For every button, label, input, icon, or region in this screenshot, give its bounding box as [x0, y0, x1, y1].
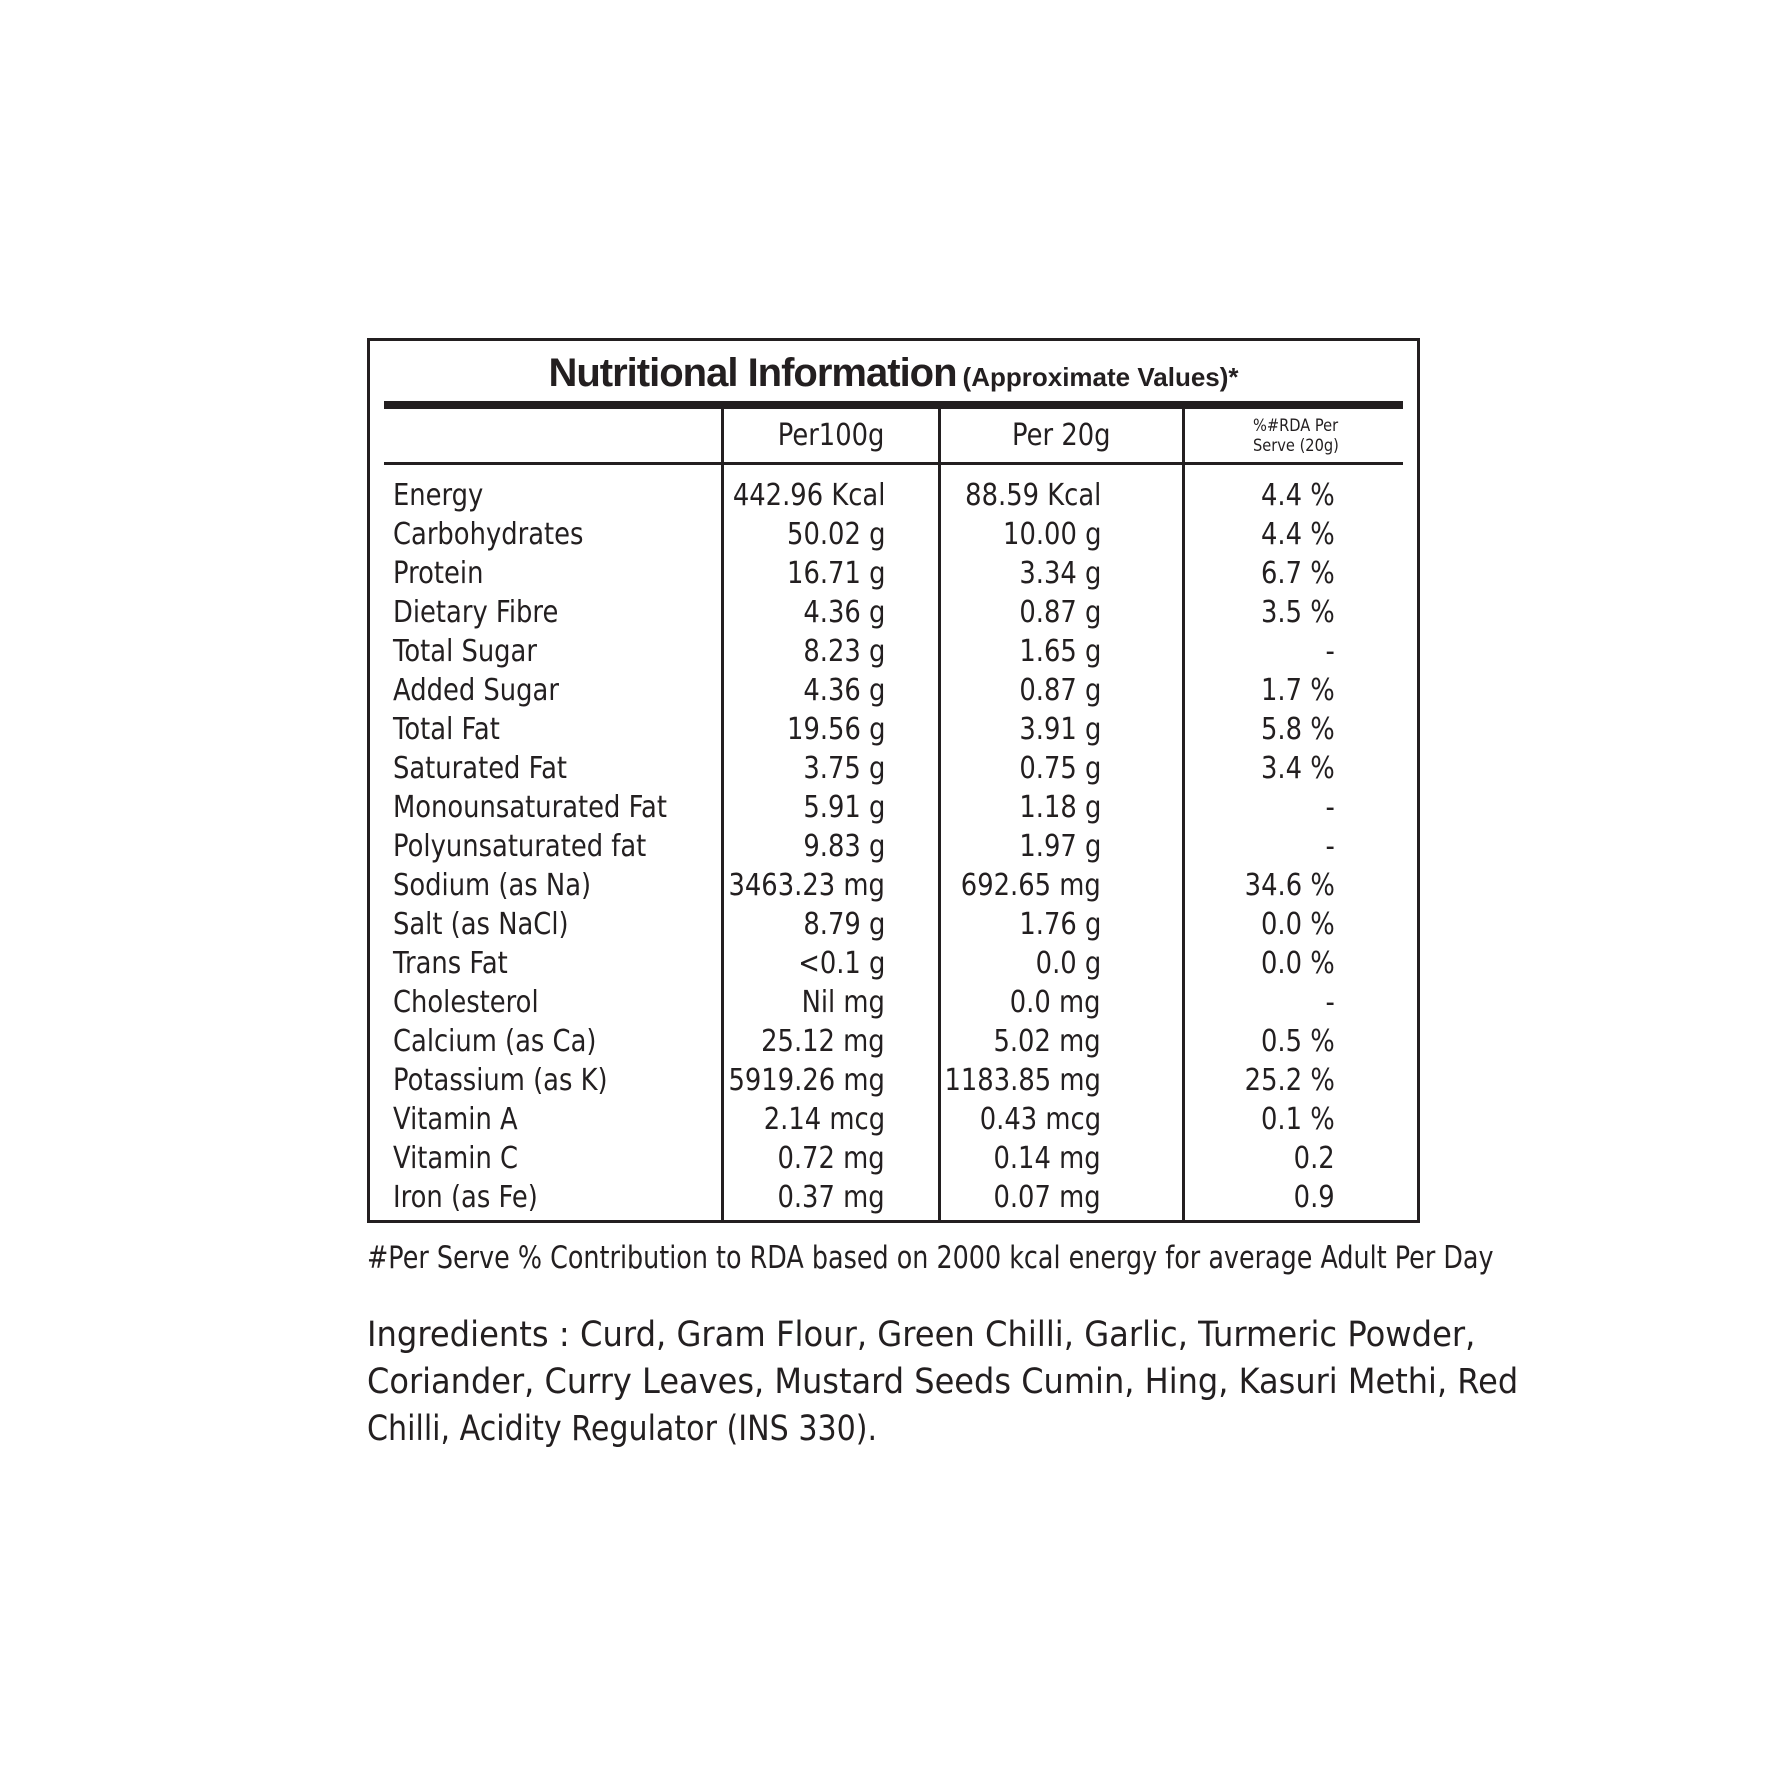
table-row [370, 827, 1417, 866]
value-per100g: 2.14 mcg [763, 1102, 885, 1137]
nutrient-name: Added Sugar [393, 673, 559, 708]
nutrient-name: Dietary Fibre [393, 595, 559, 630]
value-rda: 34.6 % [1244, 868, 1335, 903]
value-per100g: <0.1 g [797, 946, 885, 981]
value-rda: 0.5 % [1261, 1024, 1335, 1059]
value-rda: 0.0 % [1261, 946, 1335, 981]
value-rda: 0.0 % [1261, 907, 1335, 942]
header-divider [384, 462, 1403, 465]
value-per20g: 1183.85 mg [944, 1063, 1101, 1098]
value-rda: - [1325, 985, 1335, 1020]
nutrition-table [367, 338, 1420, 1223]
value-rda: 4.4 % [1261, 517, 1335, 552]
column-header-per20g-label: Per 20g [1012, 418, 1111, 453]
nutrient-name: Monounsaturated Fat [393, 790, 667, 825]
table-row [370, 788, 1417, 827]
table-row [370, 905, 1417, 944]
rda-footnote: #Per Serve % Contribution to RDA based on 2000 kcal energy for average Adult Per Day [367, 1240, 1494, 1276]
nutrient-name: Polyunsaturated fat [393, 829, 647, 864]
value-per100g: 0.72 mg [777, 1141, 885, 1176]
title-divider [384, 401, 1403, 409]
value-per100g: 19.56 g [786, 712, 885, 747]
nutrient-name: Total Sugar [393, 634, 537, 669]
value-per100g: 0.37 mg [777, 1180, 885, 1215]
value-rda: 25.2 % [1244, 1063, 1335, 1098]
column-header-rda-line2: Serve (20g) [1253, 435, 1339, 456]
table-row [370, 983, 1417, 1022]
ingredients-line-2: Coriander, Curry Leaves, Mustard Seeds Cumin, Hing, Kasuri Methi, Red [367, 1362, 1519, 1402]
table-row [370, 671, 1417, 710]
value-per20g: 0.75 g [1018, 751, 1101, 786]
value-per20g: 1.18 g [1018, 790, 1101, 825]
value-rda: 4.4 % [1261, 478, 1335, 513]
value-per100g: 442.96 Kcal [732, 478, 885, 513]
ingredients-line-3: Chilli, Acidity Regulator (INS 330). [367, 1409, 878, 1449]
value-per20g: 3.34 g [1018, 556, 1101, 591]
value-per20g: 0.14 mg [993, 1141, 1101, 1176]
value-per100g: 8.23 g [802, 634, 885, 669]
ingredients-line-1: Ingredients : Curd, Gram Flour, Green Chilli, Garlic, Turmeric Powder, [367, 1315, 1476, 1355]
table-row [370, 632, 1417, 671]
value-per100g: Nil mg [801, 985, 885, 1020]
nutrient-name: Salt (as NaCl) [393, 907, 569, 942]
value-per20g: 1.97 g [1018, 829, 1101, 864]
value-per100g: 8.79 g [802, 907, 885, 942]
value-per20g: 88.59 Kcal [964, 478, 1101, 513]
column-header-rda-line1: %#RDA Per [1253, 415, 1339, 436]
nutrient-name: Protein [393, 556, 484, 591]
column-header-per100g [724, 409, 938, 462]
column-header-per100g-label: Per100g [777, 418, 885, 453]
nutrient-name: Cholesterol [393, 985, 539, 1020]
nutrient-name: Total Fat [393, 712, 500, 747]
column-header-rda [1185, 409, 1407, 462]
value-rda: 0.1 % [1261, 1102, 1335, 1137]
value-per20g: 0.87 g [1018, 673, 1101, 708]
value-rda: - [1325, 634, 1335, 669]
table-row [370, 515, 1417, 554]
nutrient-name: Iron (as Fe) [393, 1180, 538, 1215]
value-rda: 3.4 % [1261, 751, 1335, 786]
nutrient-name: Trans Fat [393, 946, 508, 981]
value-per20g: 0.87 g [1018, 595, 1101, 630]
table-row [370, 593, 1417, 632]
nutrition-rows [370, 476, 1417, 1217]
value-per100g: 3463.23 mg [728, 868, 885, 903]
table-row [370, 1061, 1417, 1100]
title-main: Nutritional Information [548, 351, 957, 395]
value-rda: 5.8 % [1261, 712, 1335, 747]
table-row [370, 1022, 1417, 1061]
value-per100g: 5919.26 mg [728, 1063, 885, 1098]
value-per20g: 692.65 mg [961, 868, 1101, 903]
value-rda: - [1325, 829, 1335, 864]
value-per20g: 0.07 mg [993, 1180, 1101, 1215]
nutrient-name: Vitamin C [393, 1141, 519, 1176]
table-title [370, 351, 1417, 397]
value-per20g: 0.43 mcg [979, 1102, 1101, 1137]
nutrient-name: Energy [393, 478, 484, 513]
value-per100g: 5.91 g [802, 790, 885, 825]
value-rda: 0.9 [1293, 1180, 1335, 1215]
value-per20g: 1.65 g [1018, 634, 1101, 669]
value-per100g: 4.36 g [802, 595, 885, 630]
table-row [370, 554, 1417, 593]
table-row [370, 1100, 1417, 1139]
table-row [370, 1178, 1417, 1217]
value-rda: - [1325, 790, 1335, 825]
value-per100g: 16.71 g [786, 556, 885, 591]
value-rda: 3.5 % [1261, 595, 1335, 630]
value-per100g: 25.12 mg [761, 1024, 885, 1059]
value-per100g: 9.83 g [802, 829, 885, 864]
table-row [370, 710, 1417, 749]
value-per20g: 0.0 mg [1010, 985, 1101, 1020]
value-rda: 6.7 % [1261, 556, 1335, 591]
nutrient-name: Carbohydrates [393, 517, 584, 552]
nutrient-name: Sodium (as Na) [393, 868, 592, 903]
value-per20g: 10.00 g [1002, 517, 1101, 552]
table-row [370, 749, 1417, 788]
ingredients-text [367, 1312, 1519, 1453]
table-row [370, 944, 1417, 983]
table-row [370, 476, 1417, 515]
table-row [370, 1139, 1417, 1178]
table-row [370, 866, 1417, 905]
value-rda: 0.2 [1293, 1141, 1335, 1176]
nutrient-name: Saturated Fat [393, 751, 568, 786]
value-per20g: 3.91 g [1018, 712, 1101, 747]
title-subtitle: (Approximate Values)* [962, 362, 1239, 392]
value-per100g: 50.02 g [786, 517, 885, 552]
column-header-per20g [941, 409, 1182, 462]
nutrient-name: Calcium (as Ca) [393, 1024, 597, 1059]
nutrient-name: Vitamin A [393, 1102, 518, 1137]
value-rda: 1.7 % [1261, 673, 1335, 708]
value-per100g: 3.75 g [802, 751, 885, 786]
value-per20g: 0.0 g [1035, 946, 1101, 981]
value-per20g: 1.76 g [1018, 907, 1101, 942]
value-per100g: 4.36 g [802, 673, 885, 708]
nutrient-name: Potassium (as K) [393, 1063, 608, 1098]
value-per20g: 5.02 mg [993, 1024, 1101, 1059]
